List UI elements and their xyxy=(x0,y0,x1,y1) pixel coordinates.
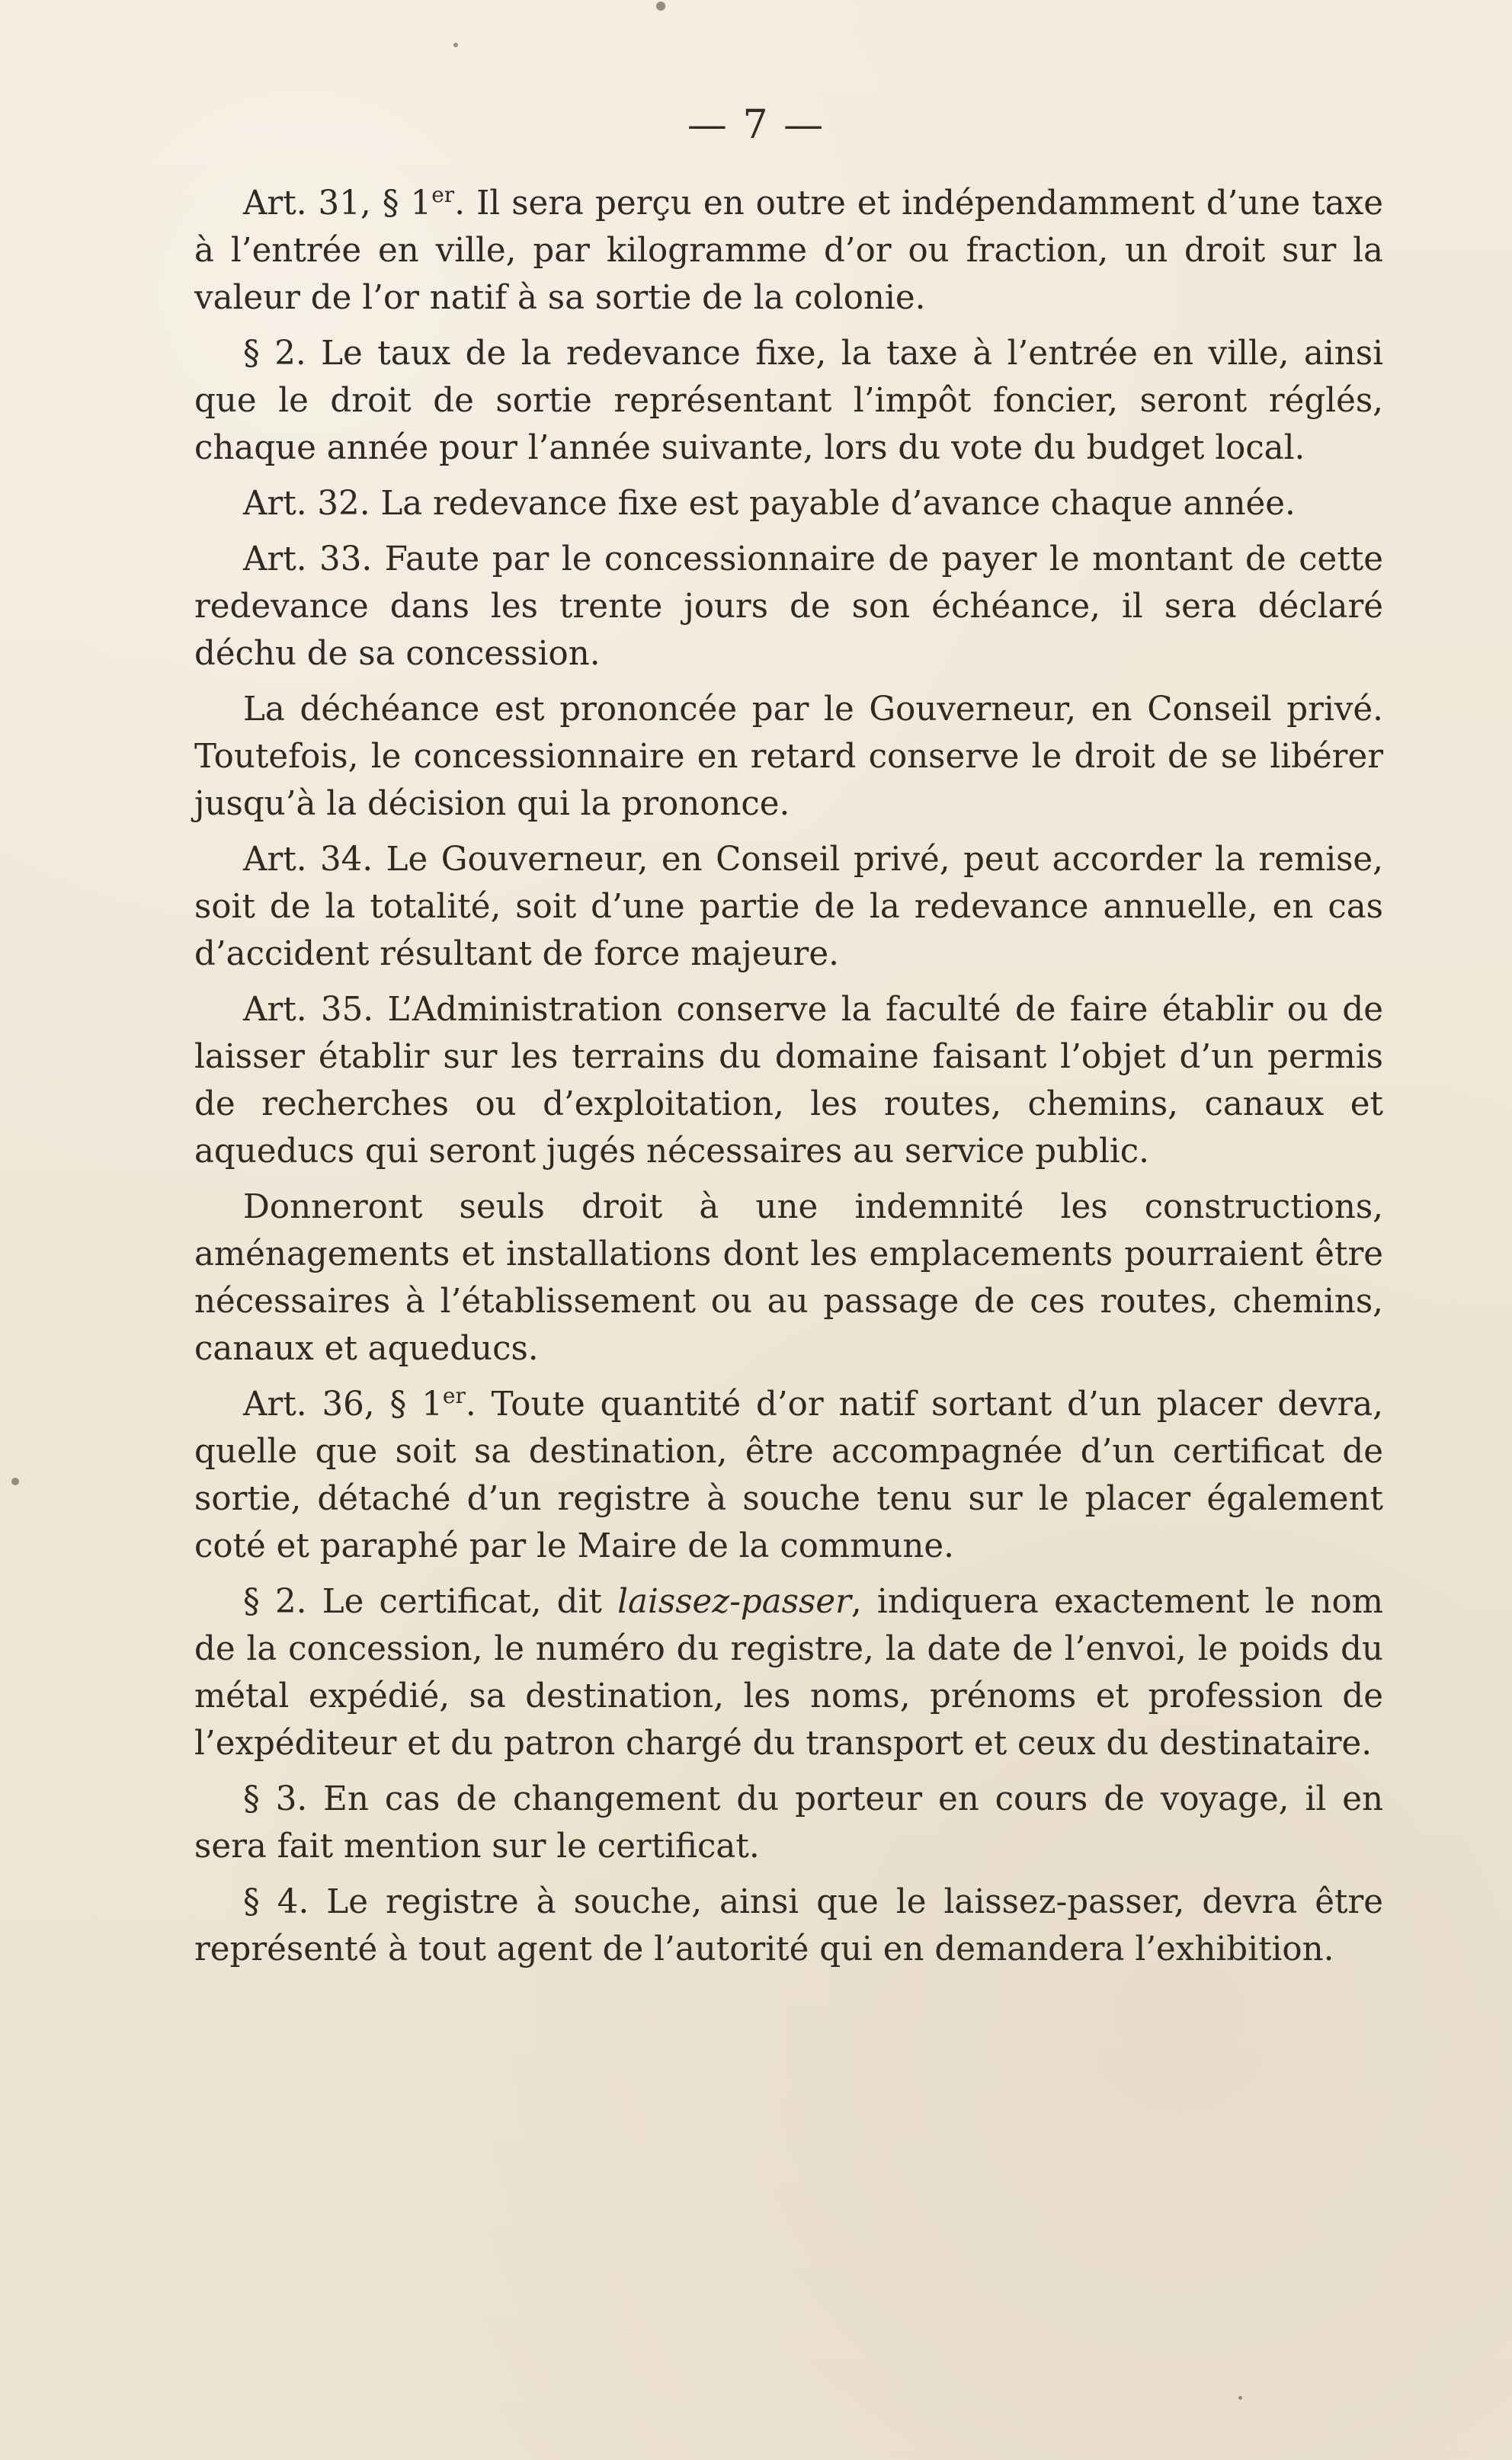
paragraph-art-35 xyxy=(194,986,1383,1175)
paragraph-art-36-section-3 xyxy=(194,1776,1383,1870)
paragraph-indemnite xyxy=(194,1184,1383,1373)
paragraph-text: § 2. Le taux de la redevance fixe, la taxe à l’entrée en ville, ainsi que le droit de sortie représentant l’impôt foncier, seront réglés, chaque année pour l’année suivante, lors du vote du budget local. xyxy=(194,335,1383,467)
paragraph-text: Art. 34. Le Gouverneur, en Conseil privé, peut accorder la remise, soit de la totalité, soit d’une partie de la redevance annuelle, en cas d’accident résultant de force majeure. xyxy=(194,841,1383,973)
article-text xyxy=(194,180,1383,1973)
paragraph-text: Art. 33. Faute par le concessionnaire de payer le montant de cette redevance dans les trente jours de son échéance, il sera déclaré déchu de sa concession. xyxy=(194,540,1383,673)
paragraph-art-36-section-1 xyxy=(194,1381,1383,1570)
ink-speck-top xyxy=(656,2,665,11)
paragraph-text: § 4. Le registre à souche, ainsi que le laissez-passer, devra être représenté à tout agent de l’autorité qui en demandera l’exhibition. xyxy=(194,1883,1383,1968)
paragraph-prefix: § 2. Le certificat, dit xyxy=(243,1583,618,1621)
paragraph-text: Donneront seuls droit à une indemnité les constructions, aménagements et installations dont les emplacements pourraient être nécessaires à l’établissement ou au passage de ces routes, chemins, canaux et aqueducs. xyxy=(194,1188,1383,1368)
paragraph-decheance xyxy=(194,686,1383,828)
paragraph-art-33 xyxy=(194,536,1383,677)
page-number: — 7 — xyxy=(687,102,825,148)
paragraph-art-31-section-2 xyxy=(194,330,1383,472)
ink-speck-left-margin xyxy=(11,1478,19,1485)
paragraph-art-31-section-1 xyxy=(194,180,1383,322)
paragraph-art-34 xyxy=(194,836,1383,978)
superscript-er: er xyxy=(442,1383,466,1408)
paragraph-art-36-section-2 xyxy=(194,1578,1383,1767)
paragraph-text: , indiquera exactement le nom de la concession, le numéro du registre, la date de l’envoi, le poids du métal expédié, sa destination, les noms, prénoms et profession de l’expéditeur et du patron chargé du transport et ceux du destinataire. xyxy=(194,1583,1383,1763)
paragraph-text: Art. 35. L’Administration conserve la faculté de faire établir ou de laisser établir sur les terrains du domaine faisant l’objet d’un permis de recherches ou d’exploitation, les routes, chemins, canaux et aqueducs qui seront jugés nécessaires au service public. xyxy=(194,991,1383,1171)
superscript-er: er xyxy=(431,182,455,207)
paragraph-text: La déchéance est prononcée par le Gouverneur, en Conseil privé. Toutefois, le concessionnaire en retard conserve le droit de se libérer jusqu’à la décision qui la prononce. xyxy=(194,690,1383,823)
italic-term: laissez-passer xyxy=(617,1583,851,1621)
ink-speck-right-margin xyxy=(1238,2396,1242,2400)
paragraph-text: Art. 32. La redevance fixe est payable d’avance chaque année. xyxy=(243,485,1296,523)
paragraph-text: . Toute quantité d’or natif sortant d’un placer devra, quelle que soit sa destination, être accompagnée d’un certificat de sortie, détaché d’un registre à souche tenu sur le placer également coté et paraphé par le Maire de la commune. xyxy=(194,1385,1383,1565)
paragraph-prefix: Art. 36, § 1 xyxy=(243,1385,443,1424)
paragraph-art-36-section-4 xyxy=(194,1879,1383,1973)
paragraph-text: . Il sera perçu en outre et indépendamment d’une taxe à l’entrée en ville, par kilogramme d’or ou fraction, un droit sur la valeur de l’or natif à sa sortie de la colonie. xyxy=(194,184,1383,317)
paragraph-art-32 xyxy=(194,480,1383,527)
paragraph-prefix: Art. 31, § 1 xyxy=(243,184,432,223)
paragraph-text: § 3. En cas de changement du porteur en cours de voyage, il en sera fait mention sur le certificat. xyxy=(194,1780,1383,1866)
ink-speck-upper xyxy=(453,43,458,47)
